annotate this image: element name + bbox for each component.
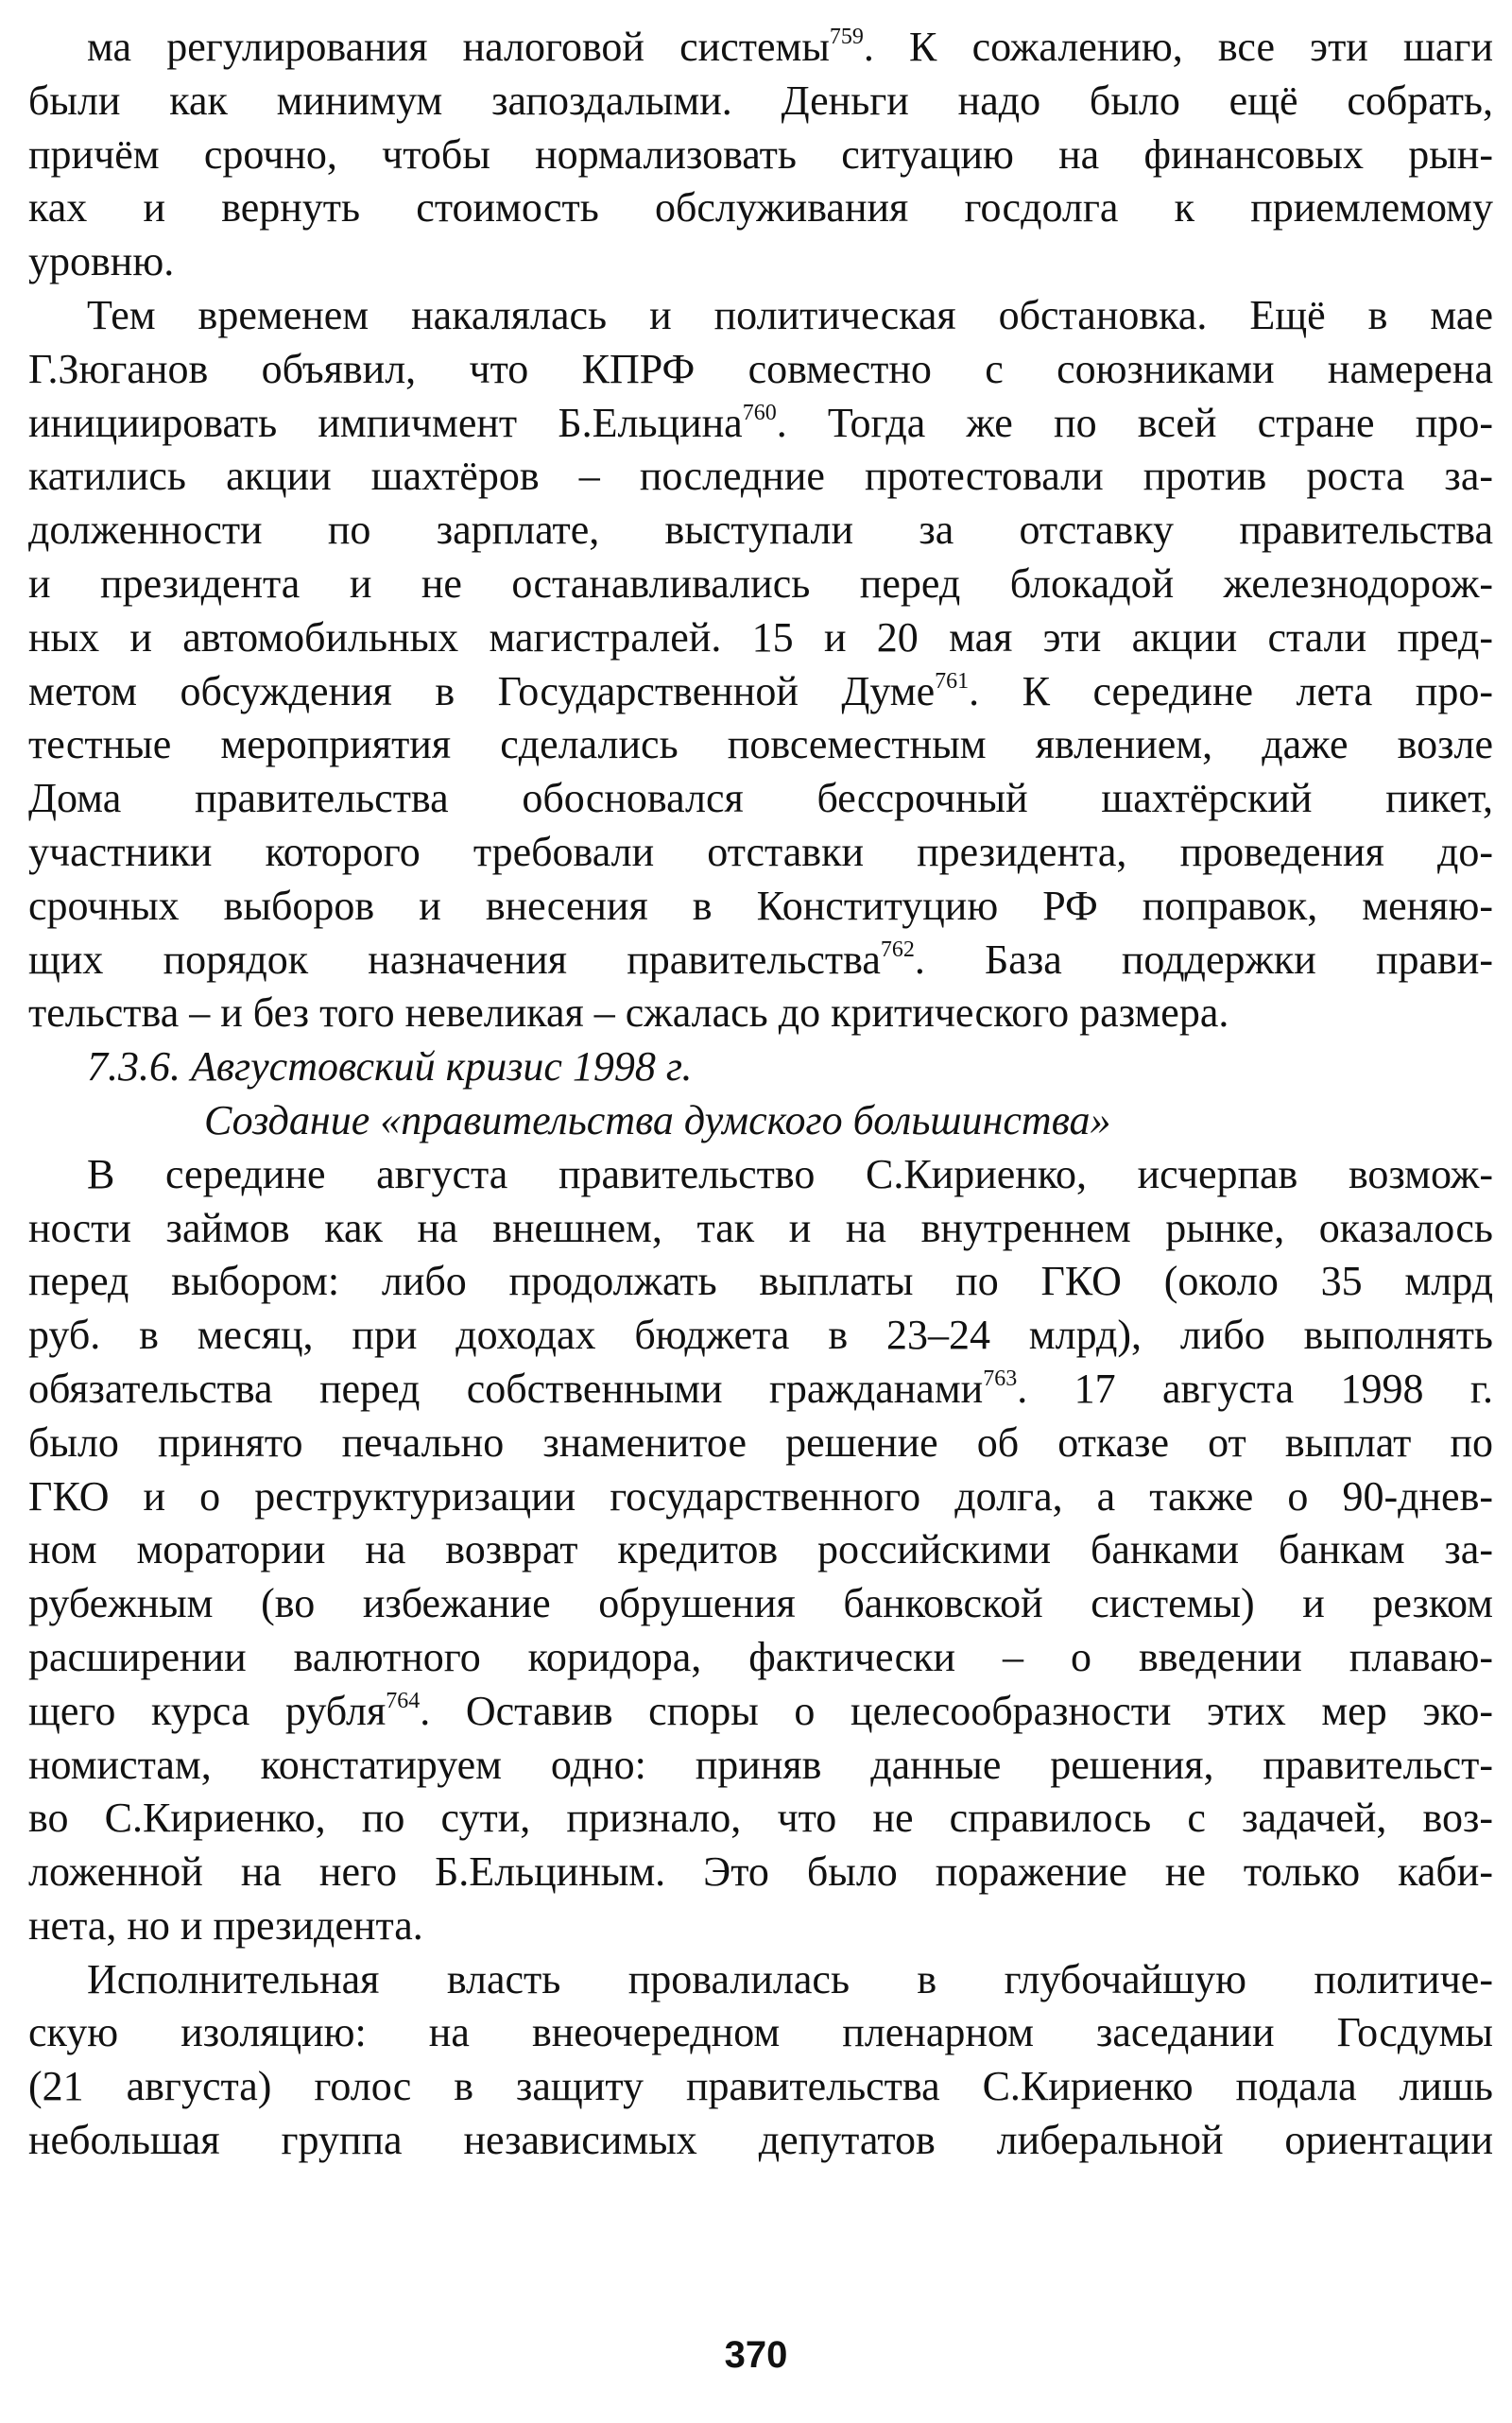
text-run: . К сожалению, все эти шаги bbox=[863, 24, 1494, 70]
text-run: причём срочно, чтобы нормализовать ситуацию на финансовых рын- bbox=[28, 130, 1493, 178]
text-line bbox=[28, 1363, 1493, 1417]
text-run: . 17 августа 1998 г. bbox=[1017, 1365, 1493, 1412]
text-run: нета, но и президента. bbox=[28, 1901, 423, 1949]
text-line bbox=[28, 289, 1493, 343]
text-run: уровню. bbox=[28, 238, 175, 285]
paragraph bbox=[28, 1148, 1493, 1953]
section-subheading: Создание «правительства думского большинства» bbox=[204, 1096, 1111, 1143]
text-line bbox=[28, 934, 1493, 988]
text-run: тельства – и без того невеликая – сжалась до критического размера. bbox=[28, 989, 1229, 1037]
text-line bbox=[28, 2006, 1493, 2060]
text-line bbox=[28, 611, 1493, 665]
text-run: метом обсуждения в Государственной Думе bbox=[28, 667, 936, 714]
text-run: . К середине лета про- bbox=[969, 667, 1493, 714]
footnote-marker: 763 bbox=[983, 1366, 1018, 1391]
text-run: В середине августа правительство С.Кириенко, исчерпав возмож- bbox=[87, 1150, 1493, 1197]
footnote-marker: 761 bbox=[935, 668, 970, 694]
footnote-marker: 762 bbox=[880, 937, 915, 962]
text-run: инициировать импичмент Б.Ельцина bbox=[28, 399, 743, 446]
text-run: ном моратории на возврат кредитов российскими банками банкам за- bbox=[28, 1526, 1493, 1573]
text-run: Тем временем накалялась и политическая обстановка. Ещё в мае bbox=[87, 291, 1493, 338]
page-number: 370 bbox=[724, 2334, 788, 2376]
text-run: расширении валютного коридора, фактически – о введении плаваю- bbox=[28, 1633, 1493, 1680]
text-run: Исполнительная власть провалилась в глубочайшую политиче- bbox=[87, 1955, 1493, 2002]
text-line bbox=[28, 2060, 1493, 2114]
text-run: . Оставив споры о целесообразности этих мер эко- bbox=[420, 1687, 1493, 1734]
text-line bbox=[28, 665, 1493, 719]
text-run: перед выбором: либо продолжать выплаты по ГКО (около 35 млрд bbox=[28, 1258, 1493, 1305]
text-line bbox=[28, 1792, 1493, 1846]
text-line bbox=[28, 826, 1493, 880]
text-line bbox=[28, 504, 1493, 558]
text-run: были как минимум запоздалыми. Деньги надо было ещё собрать, bbox=[28, 77, 1493, 124]
text-run: рубежным (во избежание обрушения банковской системы) и резком bbox=[28, 1580, 1493, 1627]
text-line bbox=[28, 1523, 1493, 1577]
text-run: ках и вернуть стоимость обслуживания госдолга к приемлемому bbox=[28, 184, 1493, 232]
text-line bbox=[28, 129, 1493, 182]
footnote-marker: 760 bbox=[742, 400, 777, 425]
text-run: небольшая группа независимых депутатов либеральной ориентации bbox=[28, 2117, 1493, 2164]
text-run: руб. в месяц, при доходах бюджета в 23–24 млрд), либо выполнять bbox=[28, 1312, 1493, 1359]
text-line bbox=[28, 21, 1493, 75]
paragraph bbox=[28, 1953, 1493, 2168]
text-line bbox=[28, 2114, 1493, 2168]
text-run: Г.Зюганов объявил, что КПРФ совместно с союзниками намерена bbox=[28, 345, 1493, 392]
text-run: ных и автомобильных магистралей. 15 и 20 мая эти акции стали пред- bbox=[28, 613, 1493, 661]
paragraph bbox=[28, 289, 1493, 1040]
text-line bbox=[28, 1631, 1493, 1685]
text-run: обязательства перед собственными гражданами bbox=[28, 1365, 984, 1412]
text-line bbox=[28, 1577, 1493, 1631]
text-line bbox=[28, 772, 1493, 826]
page-body bbox=[28, 21, 1493, 2168]
text-run: ма регулирования налоговой системы bbox=[87, 24, 830, 70]
text-run: скую изоляцию: на внеочередном пленарном заседании Госдумы bbox=[28, 2009, 1493, 2056]
footnote-marker: 759 bbox=[829, 25, 864, 49]
text-line bbox=[28, 880, 1493, 934]
text-line bbox=[28, 235, 1493, 289]
text-line bbox=[28, 1953, 1493, 2007]
text-run: катились акции шахтёров – последние протестовали против роста за- bbox=[28, 453, 1493, 500]
text-line bbox=[28, 1685, 1493, 1739]
section-heading: 7.3.6. Августовский кризис 1998 г. bbox=[87, 1043, 693, 1091]
text-line bbox=[28, 450, 1493, 504]
text-line bbox=[28, 397, 1493, 451]
text-line bbox=[28, 1202, 1493, 1256]
text-run: долженности по зарплате, выступали за отставку правительства bbox=[28, 507, 1493, 554]
text-line bbox=[28, 181, 1493, 235]
text-line bbox=[28, 1417, 1493, 1470]
text-line bbox=[28, 1309, 1493, 1363]
text-line bbox=[28, 718, 1493, 772]
text-run: (21 августа) голос в защиту правительства С.Кириенко подала лишь bbox=[28, 2063, 1493, 2110]
text-run: щего курса рубля bbox=[28, 1687, 387, 1734]
text-line bbox=[28, 75, 1493, 129]
text-line bbox=[28, 1846, 1493, 1899]
text-run: во С.Кириенко, по сути, признало, что не справилось с задачей, воз- bbox=[28, 1795, 1493, 1842]
text-run: участники которого требовали отставки президента, проведения до- bbox=[28, 828, 1493, 875]
text-run: ложенной на него Б.Ельциным. Это было поражение не только каби- bbox=[28, 1848, 1493, 1896]
text-run: ГКО и о реструктуризации государственного долга, а также о 90-днев- bbox=[28, 1472, 1493, 1520]
text-line bbox=[28, 1899, 1493, 1953]
paragraph bbox=[28, 21, 1493, 289]
text-line bbox=[28, 1739, 1493, 1793]
text-run: Дома правительства обосновался бессрочный шахтёрский пикет, bbox=[28, 775, 1493, 822]
text-run: . Тогда же по всей стране про- bbox=[776, 399, 1493, 446]
text-run: срочных выборов и внесения в Конституцию РФ поправок, меняю- bbox=[28, 882, 1493, 929]
text-run: было принято печально знаменитое решение об отказе от выплат по bbox=[28, 1418, 1493, 1466]
text-run: щих порядок назначения правительства bbox=[28, 936, 881, 983]
text-line bbox=[28, 343, 1493, 397]
footnote-marker: 764 bbox=[386, 1688, 421, 1713]
text-run: . База поддержки прави- bbox=[914, 936, 1493, 983]
text-run: и президента и не останавливались перед блокадой железнодорож- bbox=[28, 559, 1493, 607]
text-run: ности займов как на внешнем, так и на внутреннем рынке, оказалось bbox=[28, 1204, 1493, 1251]
text-line bbox=[28, 1148, 1493, 1202]
text-line bbox=[28, 558, 1493, 611]
text-line bbox=[28, 1255, 1493, 1309]
text-line bbox=[28, 987, 1493, 1040]
text-line bbox=[28, 1470, 1493, 1524]
text-run: номистам, констатируем одно: приняв данные решения, правительст- bbox=[28, 1741, 1493, 1788]
text-run: тестные мероприятия сделались повсеместным явлением, даже возле bbox=[28, 721, 1493, 768]
